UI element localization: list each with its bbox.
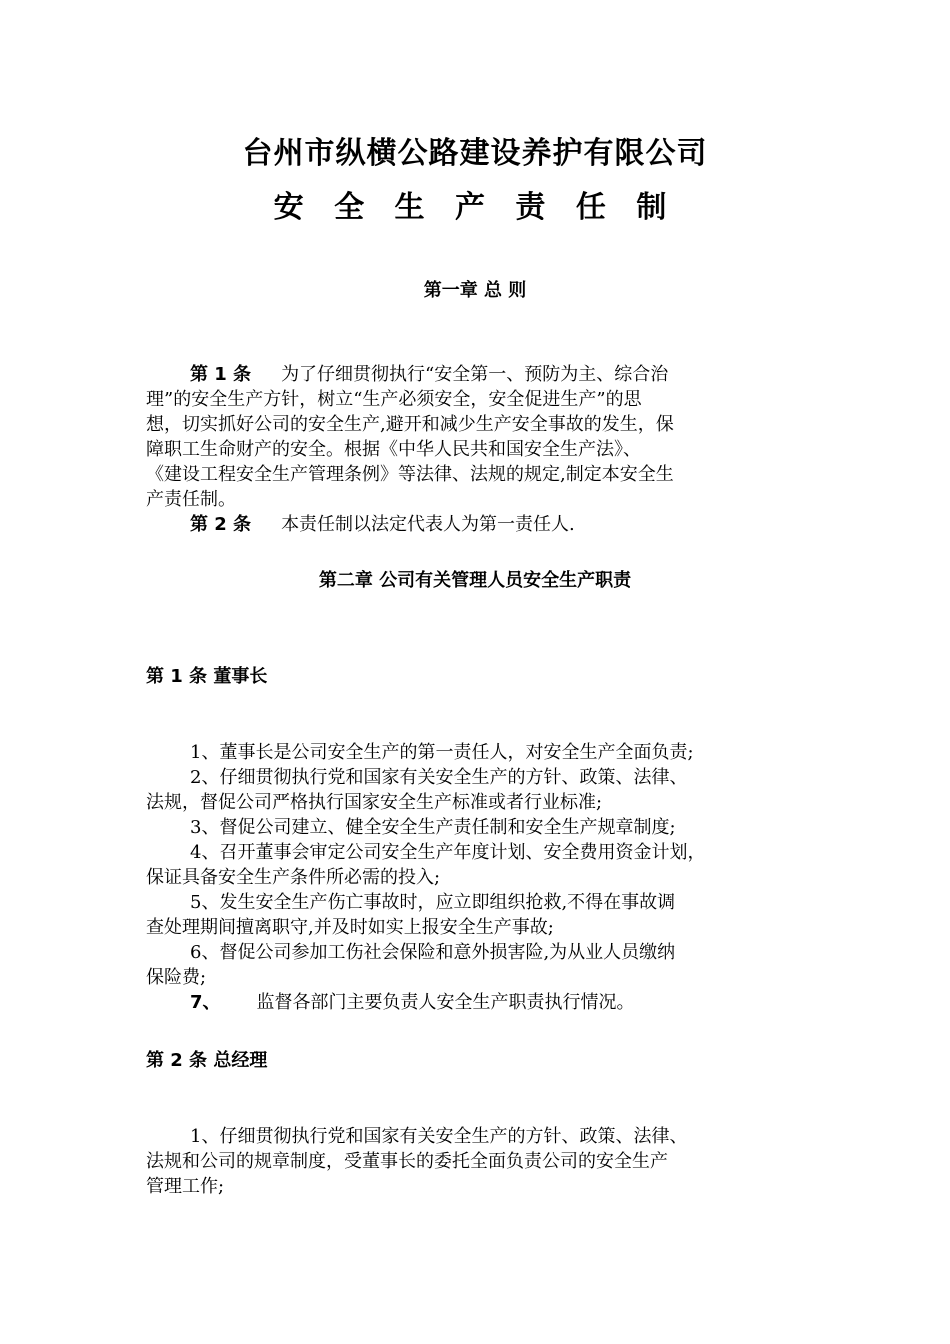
section-chairman-heading: 第 1 条 董事长: [146, 666, 268, 687]
article1-line-3: 想，切实抓好公司的安全生产,避开和减少生产安全事故的发生，保: [146, 414, 674, 435]
article1-line-5: 《建设工程安全生产管理条例》等法律、法规的规定,制定本安全生: [146, 464, 674, 485]
gm-line-1: 1、仔细贯彻执行党和国家有关安全生产的方针、政策、法律、: [190, 1126, 688, 1147]
chairman-line-8: 查处理期间擅离职守,并及时如实上报安全生产事故;: [146, 917, 554, 938]
chairman-item7-text: 监督各部门主要负责人安全生产职责执行情况。: [256, 992, 635, 1013]
article2-line: [146, 512, 806, 537]
article1-text-1: 为了仔细贯彻执行“安全第一、预防为主、综合治: [281, 364, 669, 385]
chairman-line-2: 2、仔细贯彻执行党和国家有关安全生产的方针、政策、法律、: [190, 767, 688, 788]
chapter2-title: 第二章 公司有关管理人员安全生产职责: [318, 570, 632, 591]
chairman-line-7: 5、发生安全生产伤亡事故时，应立即组织抢救,不得在事故调: [190, 892, 676, 913]
chairman-line-5: 4、召开董事会审定公司安全生产年度计划、安全费用资金计划，: [190, 842, 706, 863]
article2-label: 第 2 条: [190, 514, 252, 535]
chairman-line-10: 保险费;: [146, 967, 207, 988]
chairman-line-3: 法规，督促公司严格执行国家安全生产标准或者行业标准;: [146, 792, 603, 813]
company-title: 台州市纵横公路建设养护有限公司: [242, 136, 708, 171]
chairman-line-4: 3、督促公司建立、健全安全生产责任制和安全生产规章制度;: [190, 817, 676, 838]
article1-label: 第 1 条: [190, 364, 252, 385]
chairman-line-11: [146, 990, 806, 1015]
gm-line-3: 管理工作;: [146, 1176, 225, 1197]
article1-line-2: 理”的安全生产方针，树立“生产必须安全，安全促进生产”的思: [146, 389, 642, 410]
section-gm-heading: 第 2 条 总经理: [146, 1050, 268, 1071]
chairman-line-1: 1、董事长是公司安全生产的第一责任人，对安全生产全面负责;: [190, 742, 694, 763]
section-gm-body: [146, 1124, 806, 1199]
section-chairman-body: [146, 740, 806, 1015]
chairman-line-9: 6、督促公司参加工伤社会保险和意外损害险,为从业人员缴纳: [190, 942, 676, 963]
chapter1-article1: [146, 362, 806, 512]
article2-text: 本责任制以法定代表人为第一责任人.: [281, 514, 575, 535]
article1-line-1: [146, 362, 806, 387]
article1-line-6: 产责任制。: [146, 489, 236, 510]
chairman-item7-label: 7、: [190, 992, 221, 1013]
chapter1-article2: [146, 512, 806, 537]
article1-line-4: 障职工生命财产的安全。根据《中华人民共和国安全生产法》、: [146, 439, 641, 460]
document-title: 安 全 生 产 责 任 制: [273, 190, 677, 225]
gm-line-2: 法规和公司的规章制度，受董事长的委托全面负责公司的安全生产: [146, 1151, 668, 1172]
chapter1-title: 第一章 总 则: [423, 280, 527, 301]
chairman-line-6: 保证具备安全生产条件所必需的投入;: [146, 867, 441, 888]
